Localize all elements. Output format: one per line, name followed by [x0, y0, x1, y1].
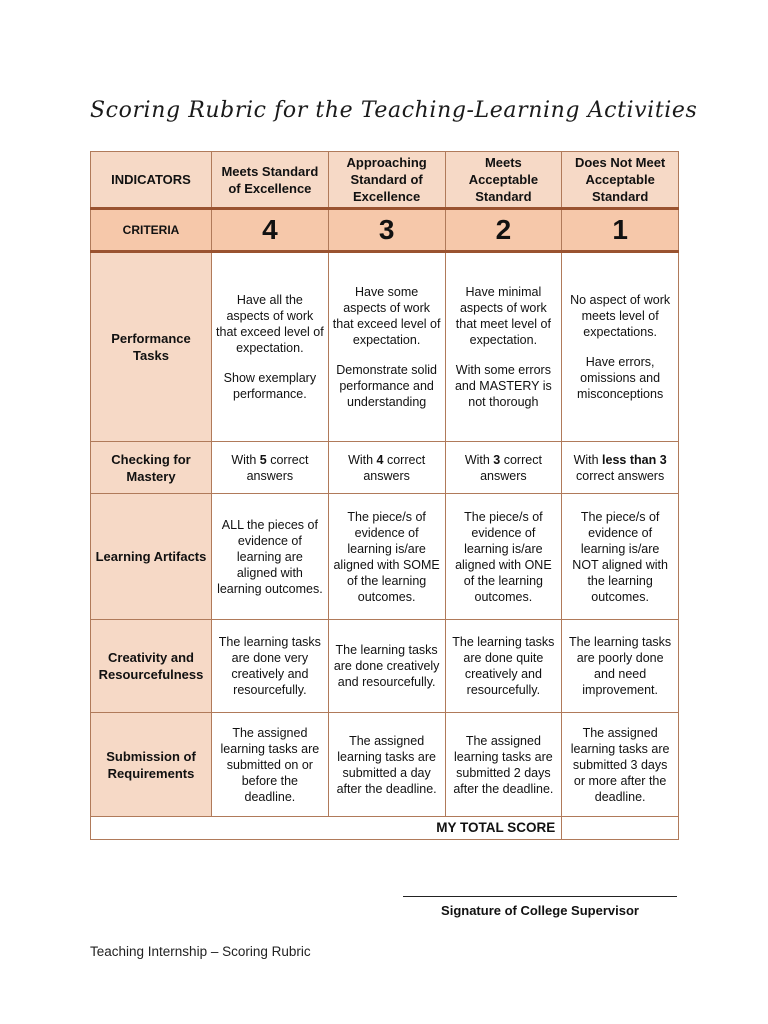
level-header-3: Approaching Standard of Excellence	[328, 152, 445, 209]
cell-text: No aspect of work meets level of expectations.	[570, 293, 671, 339]
cell-performance-3	[328, 252, 445, 442]
score-2: 2	[445, 209, 562, 252]
scoring-rubric-table	[90, 151, 679, 840]
cell-creativity-3: The learning tasks are done creatively and resourcefully.	[328, 620, 445, 713]
cell-artifacts-3: The piece/s of evidence of learning is/are aligned with SOME of the learning outcomes.	[328, 494, 445, 620]
level-header-4: Meets Standard of Excellence	[212, 152, 329, 209]
cell-mastery-2	[445, 442, 562, 494]
score-1: 1	[562, 209, 679, 252]
cell-submission-3: The assigned learning tasks are submitted a day after the deadline.	[328, 713, 445, 817]
cell-text: With some errors and MASTERY is not thorough	[454, 363, 552, 409]
score-3: 3	[328, 209, 445, 252]
level-header-1: Does Not Meet Acceptable Standard	[562, 152, 679, 209]
cell-text: With	[348, 452, 377, 467]
cell-mastery-3	[328, 442, 445, 494]
cell-creativity-1: The learning tasks are poorly done and need improvement.	[562, 620, 679, 713]
cell-artifacts-1: The piece/s of evidence of learning is/are NOT aligned with the learning outcomes.	[562, 494, 679, 620]
footer-text: Teaching Internship – Scoring Rubric	[90, 944, 311, 959]
cell-performance-1	[562, 252, 679, 442]
score-4: 4	[212, 209, 329, 252]
cell-performance-4	[212, 252, 329, 442]
cell-text: correct answers	[363, 452, 426, 483]
cell-performance-2	[445, 252, 562, 442]
indicator-submission: Submission of Requirements	[91, 713, 212, 817]
cell-count: 3	[493, 452, 501, 467]
total-score-label: MY TOTAL SCORE	[91, 817, 562, 840]
cell-submission-4: The assigned learning tasks are submitted on or before the deadline.	[212, 713, 329, 817]
cell-count: 4	[376, 452, 384, 467]
total-score-field[interactable]	[562, 817, 679, 840]
row-performance-tasks	[91, 252, 679, 442]
header-row	[91, 152, 679, 209]
cell-text: Show exemplary performance.	[223, 371, 317, 401]
row-submission	[91, 713, 679, 817]
cell-mastery-1	[562, 442, 679, 494]
cell-submission-2: The assigned learning tasks are submitted 2 days after the deadline.	[445, 713, 562, 817]
page-title: Scoring Rubric for the Teaching-Learning Activities	[90, 98, 698, 123]
indicator-learning-artifacts: Learning Artifacts	[91, 494, 212, 620]
row-learning-artifacts	[91, 494, 679, 620]
cell-submission-1: The assigned learning tasks are submitted 3 days or more after the deadline.	[562, 713, 679, 817]
cell-text: Have errors, omissions and misconceptions	[577, 355, 664, 401]
cell-creativity-2: The learning tasks are done quite creatively and resourcefully.	[445, 620, 562, 713]
cell-text: correct answers	[480, 452, 542, 483]
cell-creativity-4: The learning tasks are done very creatively and resourcefully.	[212, 620, 329, 713]
total-row	[91, 817, 679, 840]
cell-text: With	[464, 452, 494, 467]
cell-mastery-4	[212, 442, 329, 494]
cell-text: With	[573, 452, 603, 467]
signature-label: Signature of College Supervisor	[441, 903, 639, 918]
indicator-creativity: Creativity and Resourcefulness	[91, 620, 212, 713]
indicator-checking-for-mastery: Checking for Mastery	[91, 442, 212, 494]
cell-text: With	[231, 452, 260, 467]
indicators-header: INDICATORS	[91, 152, 212, 209]
cell-text: Have all the aspects of work that exceed level of expectation.	[216, 293, 324, 355]
cell-artifacts-2: The piece/s of evidence of learning is/are aligned with ONE of the learning outcomes.	[445, 494, 562, 620]
cell-count: less than 3	[602, 452, 667, 467]
cell-artifacts-4: ALL the pieces of evidence of learning are aligned with learning outcomes.	[212, 494, 329, 620]
level-header-2: Meets Acceptable Standard	[445, 152, 562, 209]
row-creativity	[91, 620, 679, 713]
cell-text: Have minimal aspects of work that meet level of expectation.	[455, 285, 551, 347]
cell-text: correct answers	[576, 468, 665, 483]
cell-text: correct answers	[246, 452, 309, 483]
indicator-performance-tasks: Performance Tasks	[91, 252, 212, 442]
signature-line	[403, 896, 677, 897]
cell-count: 5	[259, 452, 267, 467]
cell-text: Have some aspects of work that exceed level of expectation.	[332, 285, 441, 347]
criteria-label: CRITERIA	[91, 209, 212, 252]
row-checking-for-mastery	[91, 442, 679, 494]
cell-text: Demonstrate solid performance and understanding	[336, 363, 437, 409]
criteria-row	[91, 209, 679, 252]
